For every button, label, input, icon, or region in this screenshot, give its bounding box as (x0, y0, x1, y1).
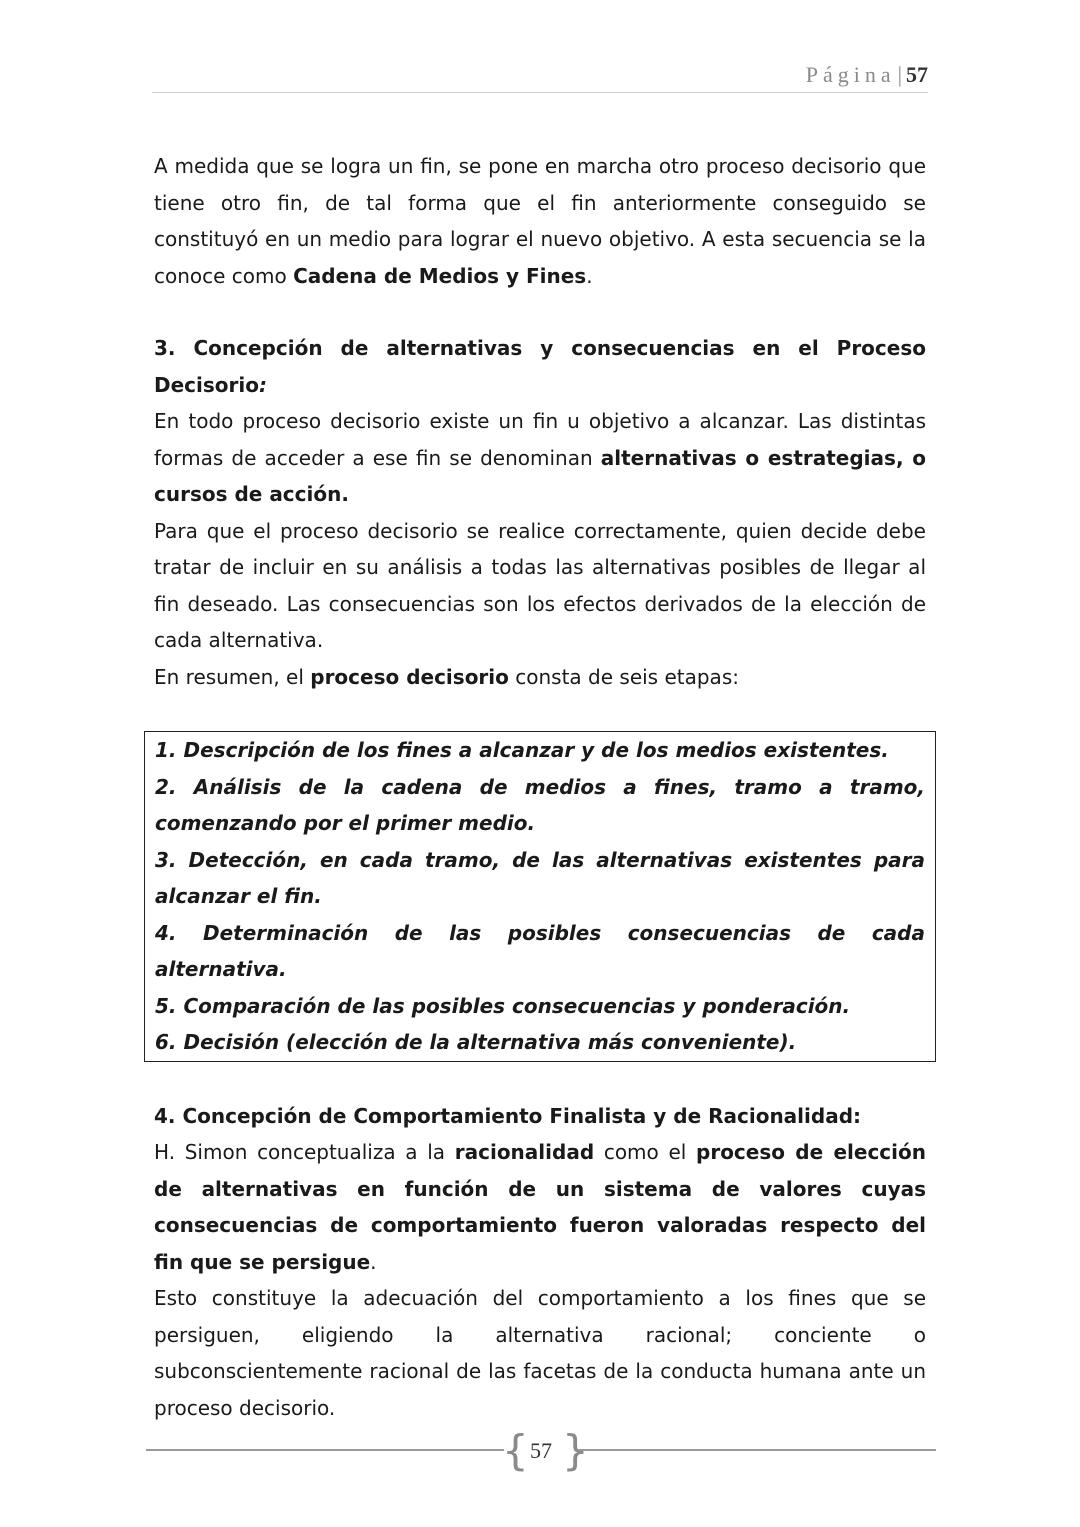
steps-box (144, 731, 936, 1062)
section-3-paragraph-1 (154, 403, 926, 513)
text: . (586, 263, 593, 288)
text: como el (594, 1140, 697, 1164)
page-content (154, 148, 926, 1426)
text: H. Simon conceptualiza a la (154, 1140, 455, 1164)
header-separator: | (897, 62, 902, 87)
section-3-paragraph-3 (154, 659, 926, 696)
page-header (152, 62, 928, 93)
step-item: 4. Determinación de las posibles consecuencias de cada alternativa. (155, 920, 925, 981)
step-item: 3. Detección, en cada tramo, de las alternativas existentes para alcanzar el fin. (155, 847, 925, 908)
paragraph-cadena (154, 148, 926, 294)
footer-page-number: 57 (530, 1438, 552, 1463)
text: . (370, 1249, 377, 1274)
header-page-number: 57 (906, 62, 928, 87)
bold-term: Cadena de Medios y Fines (293, 263, 587, 288)
bold-term: alternativas o estrategias, o cursos de acción. (154, 445, 926, 506)
heading-text: 3. Concepción de alternativas y consecuencias en el Proceso Decisorio (154, 336, 926, 397)
text: A medida que se logra un fin, se pone en marcha otro proceso decisorio que tiene otro fin, de tal forma que el fin anteriormente conseguido se constituyó en un medio para lograr el nuevo objetivo. A esta secuencia se la conoce como (154, 154, 926, 288)
spacer (154, 695, 926, 731)
section-4-paragraph-1 (154, 1134, 926, 1280)
section-3-paragraph-2: Para que el proceso decisorio se realice correctamente, quien decide debe tratar de incluir en su análisis a todas las alternativas posibles de llegar al fin deseado. Las consecuencias son los efectos derivados de la elección de cada alternativa. (154, 518, 926, 652)
section-4-paragraph-2: Esto constituye la adecuación del comportamiento a los fines que se persiguen, eligiendo la alternativa racional; conciente o subconscientemente racional de las facetas de la conducta humana ante un proceso decisorio. (154, 1286, 926, 1420)
text: En todo proceso decisorio existe un fin u objetivo a alcanzar. Las distintas formas de acceder a ese fin se denominan (154, 409, 926, 470)
text: consta de seis etapas: (508, 664, 739, 689)
spacer (154, 294, 926, 330)
bold-term: racionalidad (454, 1140, 595, 1164)
header-label: Página (805, 62, 896, 87)
spacer (154, 1062, 926, 1098)
page-footer (146, 1426, 936, 1476)
section-3-heading (154, 330, 926, 403)
footer-rule-left (146, 1449, 504, 1451)
bold-term: proceso de elección de alternativas en función de un sistema de valores cuyas consecuencias de comportamiento fueron valoradas respecto del fin que se persigue (154, 1140, 926, 1274)
bold-term: proceso decisorio (310, 664, 509, 689)
left-brace-icon: { (502, 1426, 529, 1475)
right-brace-icon: } (562, 1426, 589, 1475)
heading-colon: : (258, 372, 267, 397)
section-4-heading: 4. Concepción de Comportamiento Finalista y de Racionalidad: (154, 1103, 862, 1128)
footer-rule-right (578, 1449, 936, 1451)
step-item: 2. Análisis de la cadena de medios a fines, tramo a tramo, comenzando por el primer medio. (155, 774, 925, 835)
step-item: 1. Descripción de los fines a alcanzar y de los medios existentes. (155, 738, 889, 762)
step-item: 5. Comparación de las posibles consecuencias y ponderación. (155, 993, 851, 1018)
text: En resumen, el (154, 664, 311, 689)
step-item: 6. Decisión (elección de la alternativa más conveniente). (155, 1030, 797, 1054)
